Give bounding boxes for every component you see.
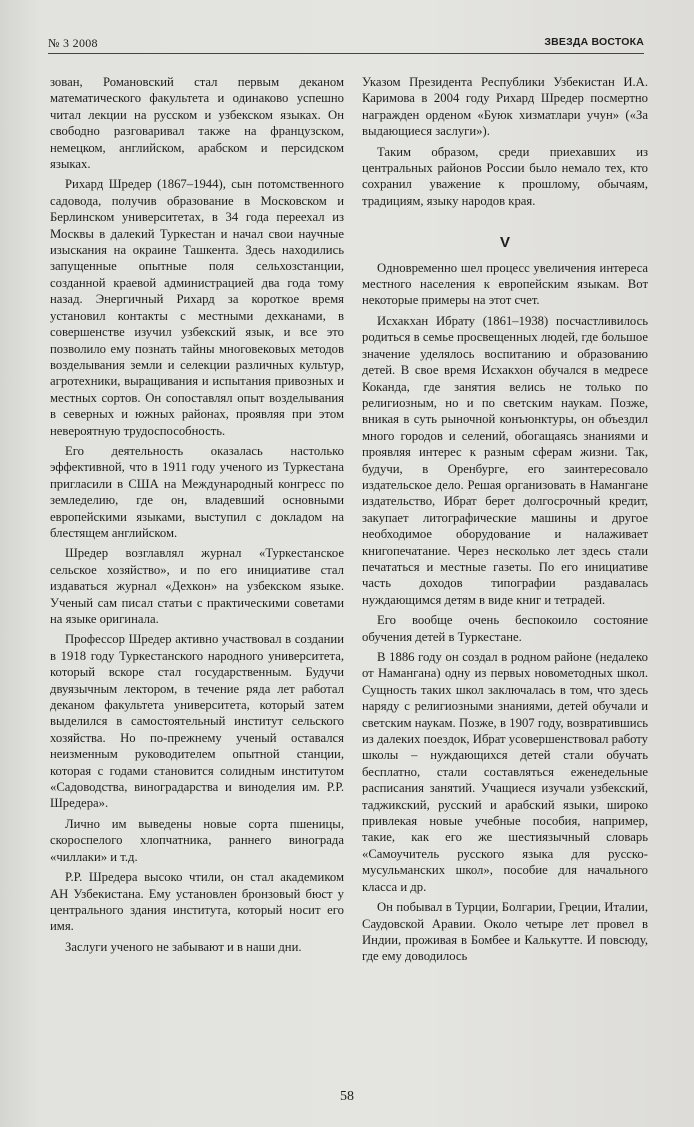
running-header bbox=[48, 36, 644, 52]
paragraph: Шредер возглавлял журнал «Туркестанское сельское хозяйство», и по его инициативе стал издаваться журнал «Дехкон» на узбекском языке. Ученый сам писал статьи с практическими советами на языке оригинала. bbox=[50, 546, 344, 626]
page-number: 58 bbox=[340, 1089, 354, 1104]
paragraph: В 1886 году он создал в родном районе (недалеко от Намангана) одну из первых новометодных школ. Сущность таких школ заключалась в том, что здесь наряду с религиозными знаниями, детей обучали и светским наукам. Позже, в 1907 году, возвратившись из далеких поездок, Ибрат усовершенствовал работу школы – нуждающихся детей стали обучать бесплатно, стали составляться еженедельные расписания занятий. Учащиеся изучали узбекский, таджикский, русский и арабский языки, широко привлекая новые учебные пособия, например, такие, как его же шестиязычный словарь «Самоучитель русского языка для русско-мусульманских школ», пособие для начального класса и др. bbox=[362, 650, 648, 894]
paragraph: Р.Р. Шредера высоко чтили, он стал академиком АН Узбекистана. Ему установлен бронзовый бюст у центрального здания института, который носит его имя. bbox=[50, 870, 344, 934]
paragraph: Его вообще очень беспокоило состояние обучения детей в Туркестане. bbox=[362, 613, 648, 644]
left-column bbox=[50, 74, 344, 959]
right-column-top bbox=[362, 74, 648, 209]
right-column-bottom bbox=[362, 260, 648, 965]
paragraph: Профессор Шредер активно участвовал в создании в 1918 году Туркестанского народного университета, который вскоре стал государственным. Будучи двуязычным лектором, в течение ряда лет работал деканом факультета университета, который затем выделился в самостоятельный институт сельского хозяйства. Но по-прежнему ученый оставался неизменным руководителем опытной станции, которая с годами становится солидным институтом «Садоводства, виноградарства и виноделия им. Р.Р. Шредера». bbox=[50, 632, 344, 811]
right-column bbox=[362, 74, 648, 969]
header-rule bbox=[48, 53, 644, 54]
paragraph: Рихард Шредер (1867–1944), сын потомственного садовода, получив образование в Московском и Берлинском университетах, в 34 года переехал из Москвы в далекий Туркестан и начал свои научные изыскания на окраине Ташкента. Здесь находились запущенные опытные поля сельхозстанции, созданной краевой администрацией два года тому назад. Энергичный Рихард за короткое время установил контакты с местными дехканами, в совершенстве изучил узбекский язык, и все это позволило ему познать тайны многовековых методов возделывания земли и селекции различных культур, агротехники, выращивания и испытания привозных и местных сортов. Он сопоставлял опыт возделывания в северных и южных районах, проявляя при этом невероятную трудоспособность. bbox=[50, 177, 344, 438]
paragraph: Лично им выведены новые сорта пшеницы, скороспелого хлопчатника, раннего винограда «чиллаки» и т.д. bbox=[50, 816, 344, 864]
paragraph: Он побывал в Турции, Болгарии, Греции, Италии, Саудовской Аравии. Около четыре лет провел в Индии, проживая в Бомбее и Калькутте. И повсюду, где ему доводилось bbox=[362, 900, 648, 964]
paragraph: Таким образом, среди приехавших из центральных районов России было немало тех, кто сохранил уважение к прошлому, обычаям, традициям, языку народов края. bbox=[362, 144, 648, 208]
paragraph: зован, Романовский стал первым деканом математического факультета и одинаково успешно читал лекции на русском и узбекском языках. Он свободно разговаривал также на французском, немецком, английском, арабском и персидском языках. bbox=[50, 75, 344, 172]
paragraph: Его деятельность оказалась настолько эффективной, что в 1911 году ученого из Туркестана пригласили в США на Международный конгресс по земледелию, где он, владевший основными европейскими языками, выступил с докладом на блестящем английском. bbox=[50, 443, 344, 540]
issue-number: № 3 2008 bbox=[48, 36, 98, 50]
paragraph: Заслуги ученого не забывают и в наши дни. bbox=[65, 939, 302, 954]
paragraph: Исхакхан Ибрату (1861–1938) посчастливилось родиться в семье просвещенных людей, где большое значение уделялось воспитанию и образованию детей. В свое время Исхакхон обучался в медресе Коканда, где занятия велись не только по религиозным, но и по светским наукам. Позже, вникая в суть рыночной конъюнктуры, он объездил много городов и селений, обогащаясь знаниями и проявляя интерес к разным сферам жизни. Так, будучи, в Оренбурге, его заинтересовало издательское дело. Решая организовать в Намангане издательство, Ибрат берет долгосрочный кредит, закупает литографические машины и другое необходимое оборудование и налаживает книгопечатание. Через несколько лет здесь стали печататься и местные газеты. По его инициативе часть доходов типографии раздавалась нуждающимся детям в виде книг и тетрадей. bbox=[362, 313, 648, 607]
section-heading: V bbox=[499, 234, 510, 252]
paragraph: Указом Президента Республики Узбекистан И.А. Каримова в 2004 году Рихард Шредер посмертно награжден орденом «Буюк хизматлари учун» («За выдающиеся заслуги»). bbox=[362, 75, 648, 139]
journal-title: ЗВЕЗДА ВОСТОКА bbox=[544, 36, 644, 48]
paragraph: Одновременно шел процесс увеличения интереса местного населения к европейским языкам. Вот некоторые примеры на этот счет. bbox=[362, 260, 648, 308]
